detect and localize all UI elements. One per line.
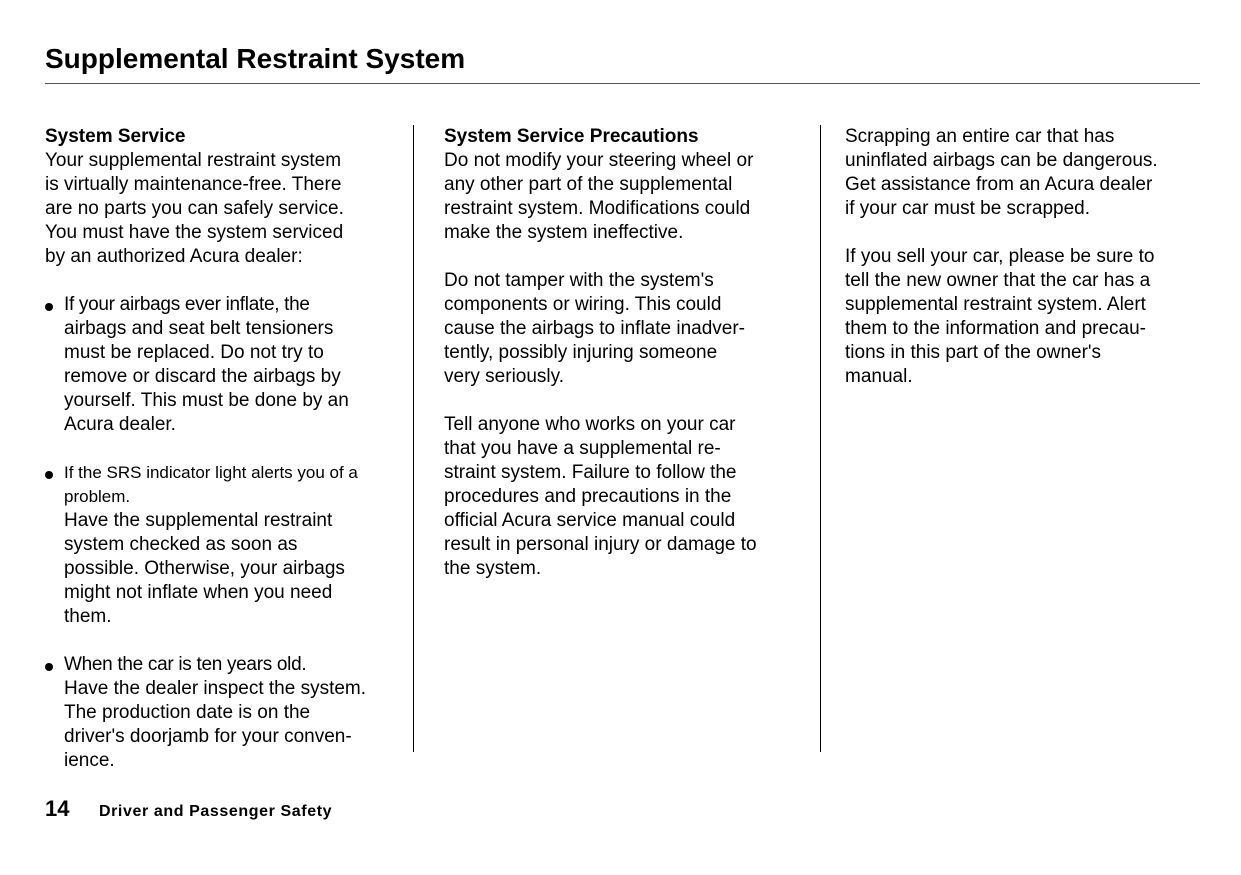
bullet-icon (45, 663, 53, 671)
text-line: The production date is on the (64, 702, 311, 723)
bullet-lead-text: If your airbags ever inflate, the (64, 294, 310, 315)
section-heading-system-service: System Service (45, 126, 186, 147)
text-line: tell the new owner that the car has a (845, 270, 1151, 291)
text-line: driver's doorjamb for your conven- (64, 726, 352, 747)
page-number: 14 (45, 796, 70, 821)
text-line: cause the airbags to inflate inadver- (444, 318, 746, 339)
text-line: by an authorized Acura dealer: (45, 246, 303, 267)
text-line: very seriously. (444, 366, 565, 387)
bullet-lead-text: When the car is ten years old. (64, 654, 307, 675)
text-line: Scrapping an entire car that has (845, 126, 1115, 147)
page-title: Supplemental Restraint System (45, 43, 466, 74)
page-footer (45, 795, 332, 823)
paragraph-do-not-modify (444, 149, 804, 245)
text-line: the system. (444, 558, 542, 579)
text-line: must be replaced. Do not try to (64, 342, 324, 363)
text-line: airbags and seat belt tensioners (64, 318, 334, 339)
text-line: If you sell your car, please be sure to (845, 246, 1155, 267)
bullet-item-srs-indicator (45, 461, 405, 629)
text-line: Tell anyone who works on your car (444, 414, 736, 435)
bullet-icon (45, 471, 53, 479)
text-line: make the system ineffective. (444, 222, 684, 243)
text-line: restraint system. Modifications could (444, 198, 751, 219)
text-line: supplemental restraint system. Alert (845, 294, 1146, 315)
text-line: possible. Otherwise, your airbags (64, 558, 345, 579)
text-line: Acura dealer. (64, 414, 176, 435)
title-divider (45, 83, 1200, 84)
column-divider-right (820, 125, 821, 752)
text-line: You must have the system serviced (45, 222, 344, 243)
column-system-service (45, 125, 405, 797)
text-line: that you have a supplemental re- (444, 438, 721, 459)
text-line: components or wiring. This could (444, 294, 722, 315)
text-line: them to the information and precau- (845, 318, 1147, 339)
footer-section-label: Driver and Passenger Safety (98, 803, 333, 820)
text-line: them. (64, 606, 112, 627)
text-line: ience. (64, 750, 115, 771)
text-line: uninflated airbags can be dangerous. (845, 150, 1158, 171)
text-line: might not inflate when you need (64, 582, 333, 603)
text-line: are no parts you can safely service. (45, 198, 344, 219)
paragraph-selling (845, 245, 1200, 389)
text-line: Do not tamper with the system's (444, 270, 714, 291)
text-line: yourself. This must be done by an (64, 390, 349, 411)
column-scrapping-selling (845, 125, 1200, 413)
column-service-precautions (444, 125, 804, 605)
text-line: manual. (845, 366, 913, 387)
text-line: system checked as soon as (64, 534, 298, 555)
intro-paragraph (45, 149, 405, 269)
bullet-item-ten-years (45, 653, 405, 773)
text-line: is virtually maintenance-free. There (45, 174, 342, 195)
text-line: Have the dealer inspect the system. (64, 678, 367, 699)
bullet-icon (45, 303, 53, 311)
text-line: Have the supplemental restraint (64, 510, 333, 531)
paragraph-tell-anyone (444, 413, 804, 581)
bullet-item-airbags-inflate (45, 293, 405, 437)
paragraph-scrapping (845, 125, 1200, 221)
paragraph-do-not-tamper (444, 269, 804, 389)
text-line: tently, possibly injuring someone (444, 342, 718, 363)
text-line: remove or discard the airbags by (64, 366, 341, 387)
text-line: any other part of the supplemental (444, 174, 733, 195)
text-line: if your car must be scrapped. (845, 198, 1090, 219)
column-divider-left (413, 125, 414, 752)
text-line: Get assistance from an Acura dealer (845, 174, 1153, 195)
bullet-lead-text: If the SRS indicator light alerts you of a problem. (64, 463, 358, 506)
text-line: straint system. Failure to follow the (444, 462, 737, 483)
text-line: tions in this part of the owner's (845, 342, 1102, 363)
section-heading-service-precautions: System Service Precautions (444, 126, 699, 147)
text-line: official Acura service manual could (444, 510, 736, 531)
text-line: Your supplemental restraint system (45, 150, 342, 171)
text-line: Do not modify your steering wheel or (444, 150, 754, 171)
text-line: procedures and precautions in the (444, 486, 732, 507)
text-line: result in personal injury or damage to (444, 534, 757, 555)
